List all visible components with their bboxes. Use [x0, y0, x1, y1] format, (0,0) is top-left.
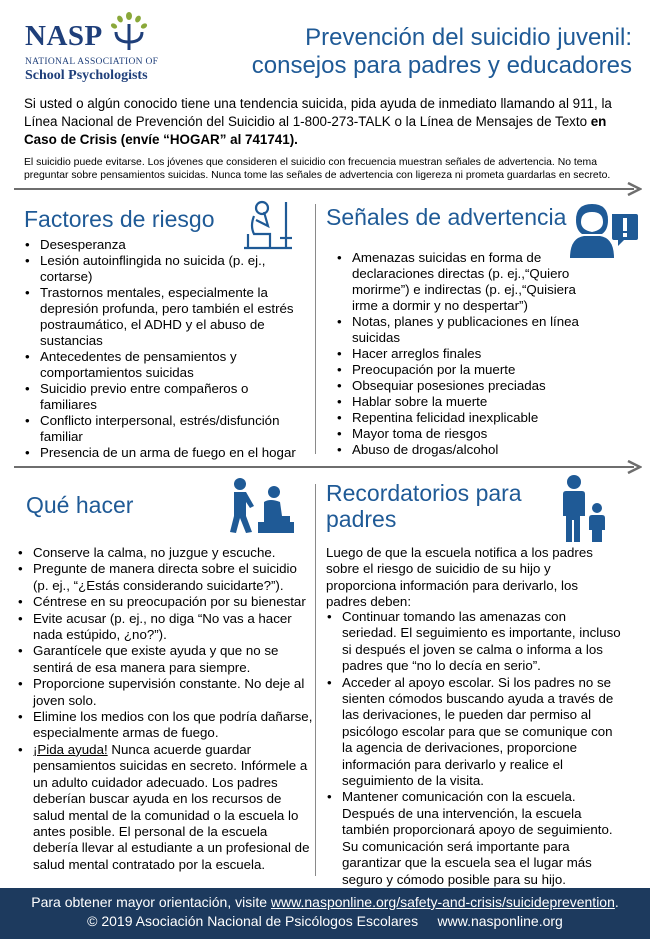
list-item — [17, 742, 313, 873]
list-item: • Garantícele que existe ayuda y que no se sentirá de esa manera para siempre. — [17, 643, 313, 676]
list-item: • Suicidio previo entre compañeros o familiares — [24, 381, 302, 413]
list-item: • Elimine los medios con los que podría dañarse, especialmente armas de fuego. — [17, 709, 313, 742]
warning-heading: Señales de advertencia — [326, 204, 567, 230]
intro-text: Si usted o algún conocido tiene una tendencia suicida, pida ayuda de inmediato llamando al 911, la Línea Nacional de Prevención del Suicidio al 1-800-273-TALK o la Línea de Mensajes de Texto — [24, 96, 612, 129]
list-item: • Desesperanza — [24, 237, 302, 253]
parents-heading-line1: Recordatorios para — [326, 480, 522, 506]
logo-subtitle-line2: School Psychologists — [25, 68, 148, 83]
list-item: • Trastornos mentales, especialmente la depresión profunda, pero también el estrés postraumático, el ADHD y el abuso de sustancias — [24, 285, 302, 349]
list-item — [326, 789, 624, 887]
parents-intro: Luego de que la escuela notifica a los padres sobre el riesgo de suicidio de su hijo y proporciona información para derivarlo, los padres deben: — [326, 545, 593, 610]
list-item: • Repentina felicidad inexplicable — [336, 410, 584, 426]
list-item: • Notas, planes y publicaciones en línea suicidas — [336, 314, 584, 346]
psi-logo-icon — [107, 12, 151, 52]
page-title-line1: Prevención del suicidio juvenil: — [305, 24, 632, 51]
list-item: • Abuso de drogas/alcohol — [336, 442, 584, 458]
column-divider-top — [315, 204, 316, 454]
list-item: • Hablar sobre la muerte — [336, 394, 584, 410]
list-item: • Céntrese en su preocupación por su bienestar — [17, 594, 313, 610]
list-item: • Amenazas suicidas en forma de declaraciones directas (p. ej.,“Quiero morirme”) e indirectas (p. ej.,“Quisiera irme a dormir y no despertar”) — [336, 250, 584, 314]
divider-arrow-2 — [14, 466, 634, 468]
item-lead: Acceder al apoyo escolar. — [342, 674, 495, 690]
intro-note: El suicidio puede evitarse. Los jóvenes que consideren el suicidio con frecuencia muestran señales de advertencia. No tema preguntar sobre pensamientos suicidas. Nunca tome las señales de advertencia con ligereza ni prometa guardarlas en secreto. — [24, 157, 611, 181]
list-item: • Pregunte de manera directa sobre el suicidio (p. ej., “¿Estás considerando suicidarte?”). — [17, 561, 313, 594]
item-text: Después de una intervención, la escuela también proporcionará apoyo de seguimiento. Su comunicación será importante para garantizar que la escuela sea el lugar más seguro y cómodo posible para su hijo. — [342, 805, 613, 887]
parents-list — [326, 609, 624, 888]
list-item: • Obsequiar posesiones preciadas — [336, 378, 584, 394]
list-item: • Conserve la calma, no juzgue y escuche. — [17, 545, 313, 561]
item-text: Si los padres no se sienten cómodos buscando ayuda a través de las derivaciones, le pueden dar permiso al psicólogo escolar para que se comunique con la agencia de derivaciones, proporcione información para derivarlo y realice el seguimiento de la visita. — [342, 674, 614, 789]
list-item — [326, 609, 624, 675]
arrow-head-icon — [626, 460, 642, 474]
intro-paragraph — [24, 95, 636, 149]
list-item: • Conflicto interpersonal, estrés/disfunción familiar — [24, 413, 302, 445]
helping-people-icon — [224, 476, 296, 534]
list-item: • Preocupación por la muerte — [336, 362, 584, 378]
item-lead: Continuar tomando las amenazas con seriedad. — [342, 609, 566, 641]
footer-prefix: Para obtener mayor orientación, visite — [31, 894, 271, 910]
ask-for-help-link: ¡Pida ayuda! — [33, 741, 108, 757]
footer — [0, 888, 650, 939]
divider-arrow-1 — [14, 188, 634, 190]
item-lead: Mantener comunicación con la escuela. — [342, 789, 576, 805]
footer-copyright: © 2019 Asociación Nacional de Psicólogos Escolares www.nasponline.org — [87, 913, 563, 929]
list-item: • Mayor toma de riesgos — [336, 426, 584, 442]
list-item: • Presencia de un arma de fuego en el hogar — [24, 445, 302, 461]
list-item: • Hacer arreglos finales — [336, 346, 584, 362]
footer-line1 — [0, 893, 650, 912]
logo-wordmark: NASP — [25, 20, 103, 52]
risk-heading: Factores de riesgo — [24, 206, 215, 232]
column-divider-bottom — [315, 484, 316, 876]
intro-bold-text: en Caso de Crisis (envíe “HOGAR” al 741741). — [24, 114, 607, 147]
page-title-line2: consejos para padres y educadores — [251, 52, 632, 79]
parents-heading — [326, 480, 522, 532]
parents-heading-line2: padres — [326, 506, 397, 532]
list-item: • Lesión autoinflingida no suicida (p. ej., cortarse) — [24, 253, 302, 285]
list-item: • Proporcione supervisión constante. No deje al joven solo. — [17, 676, 313, 709]
ask-for-help-text: Nunca acuerde guardar pensamientos suicidas en secreto. Infórmele a un adulto cuidador adecuado. Los padres deberían buscar ayuda en los recursos de salud mental de la comunidad o la escuela lo antes posible. El personal de la escuela debería llevar al estudiante a un profesional de salud mental contratado por la escuela. — [33, 741, 310, 872]
arrow-head-icon — [626, 182, 642, 196]
footer-suffix: . — [614, 894, 619, 910]
todo-list — [17, 545, 313, 873]
risk-list — [24, 237, 302, 461]
parent-child-icon — [560, 474, 608, 542]
warning-list — [336, 250, 584, 458]
logo-subtitle-line1: NATIONAL ASSOCIATION OF — [25, 57, 159, 67]
item-text: El seguimiento es importante, incluso si después el joven se calma o informa a los padres que “no lo decía en serio”. — [342, 625, 621, 674]
list-item: • Antecedentes de pensamientos y comportamientos suicidas — [24, 349, 302, 381]
todo-heading: Qué hacer — [26, 492, 134, 518]
list-item — [326, 675, 624, 790]
footer-link[interactable]: www.nasponline.org/safety-and-crisis/suicideprevention — [270, 894, 615, 910]
list-item: • Evite acusar (p. ej., no diga “No vas a hacer nada estúpido, ¿no?”). — [17, 611, 313, 644]
